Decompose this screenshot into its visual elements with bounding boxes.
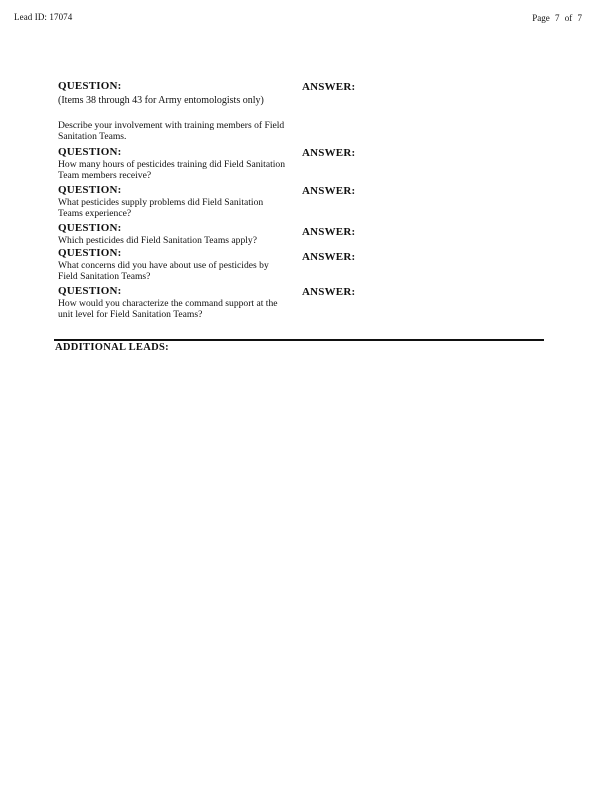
- qa-item-2: [58, 146, 548, 181]
- question-label: QUESTION:: [58, 80, 122, 92]
- question-text: How would you characterize the command support at the unit level for Field Sanitation Teams?: [58, 298, 278, 320]
- qa-item-4: [58, 222, 548, 246]
- lead-id: Lead ID: 17074: [14, 12, 73, 22]
- question-text: How many hours of pesticides training did Field Sanitation Team members receive?: [58, 159, 286, 181]
- question-label: QUESTION:: [58, 222, 122, 234]
- answer-label: ANSWER:: [302, 286, 356, 298]
- question-text: Describe your involvement with training members of Field Sanitation Teams.: [58, 120, 285, 142]
- question-label: QUESTION:: [58, 285, 122, 297]
- answer-label: ANSWER:: [302, 251, 356, 263]
- qa-item-3: [58, 184, 548, 219]
- qa-item-6: [58, 285, 548, 320]
- question-note: (Items 38 through 43 for Army entomologists only): [58, 95, 264, 106]
- qa-list: [58, 80, 548, 320]
- additional-leads-heading: ADDITIONAL LEADS:: [55, 342, 169, 353]
- question-label: QUESTION:: [58, 247, 122, 259]
- answer-label: ANSWER:: [302, 226, 356, 238]
- qa-item-5: [58, 247, 548, 282]
- answer-label: ANSWER:: [302, 147, 356, 159]
- question-text: Which pesticides did Field Sanitation Teams apply?: [58, 235, 257, 246]
- question-label: QUESTION:: [58, 146, 122, 158]
- page-number: Page 7 of 7: [532, 13, 582, 23]
- question-text: What concerns did you have about use of pesticides by Field Sanitation Teams?: [58, 260, 269, 282]
- question-label: QUESTION:: [58, 184, 122, 196]
- qa-item-1: [58, 80, 548, 142]
- question-text: What pesticides supply problems did Field Sanitation Teams experience?: [58, 197, 264, 219]
- section-divider: [54, 339, 544, 341]
- answer-label: ANSWER:: [302, 81, 356, 93]
- answer-label: ANSWER:: [302, 185, 356, 197]
